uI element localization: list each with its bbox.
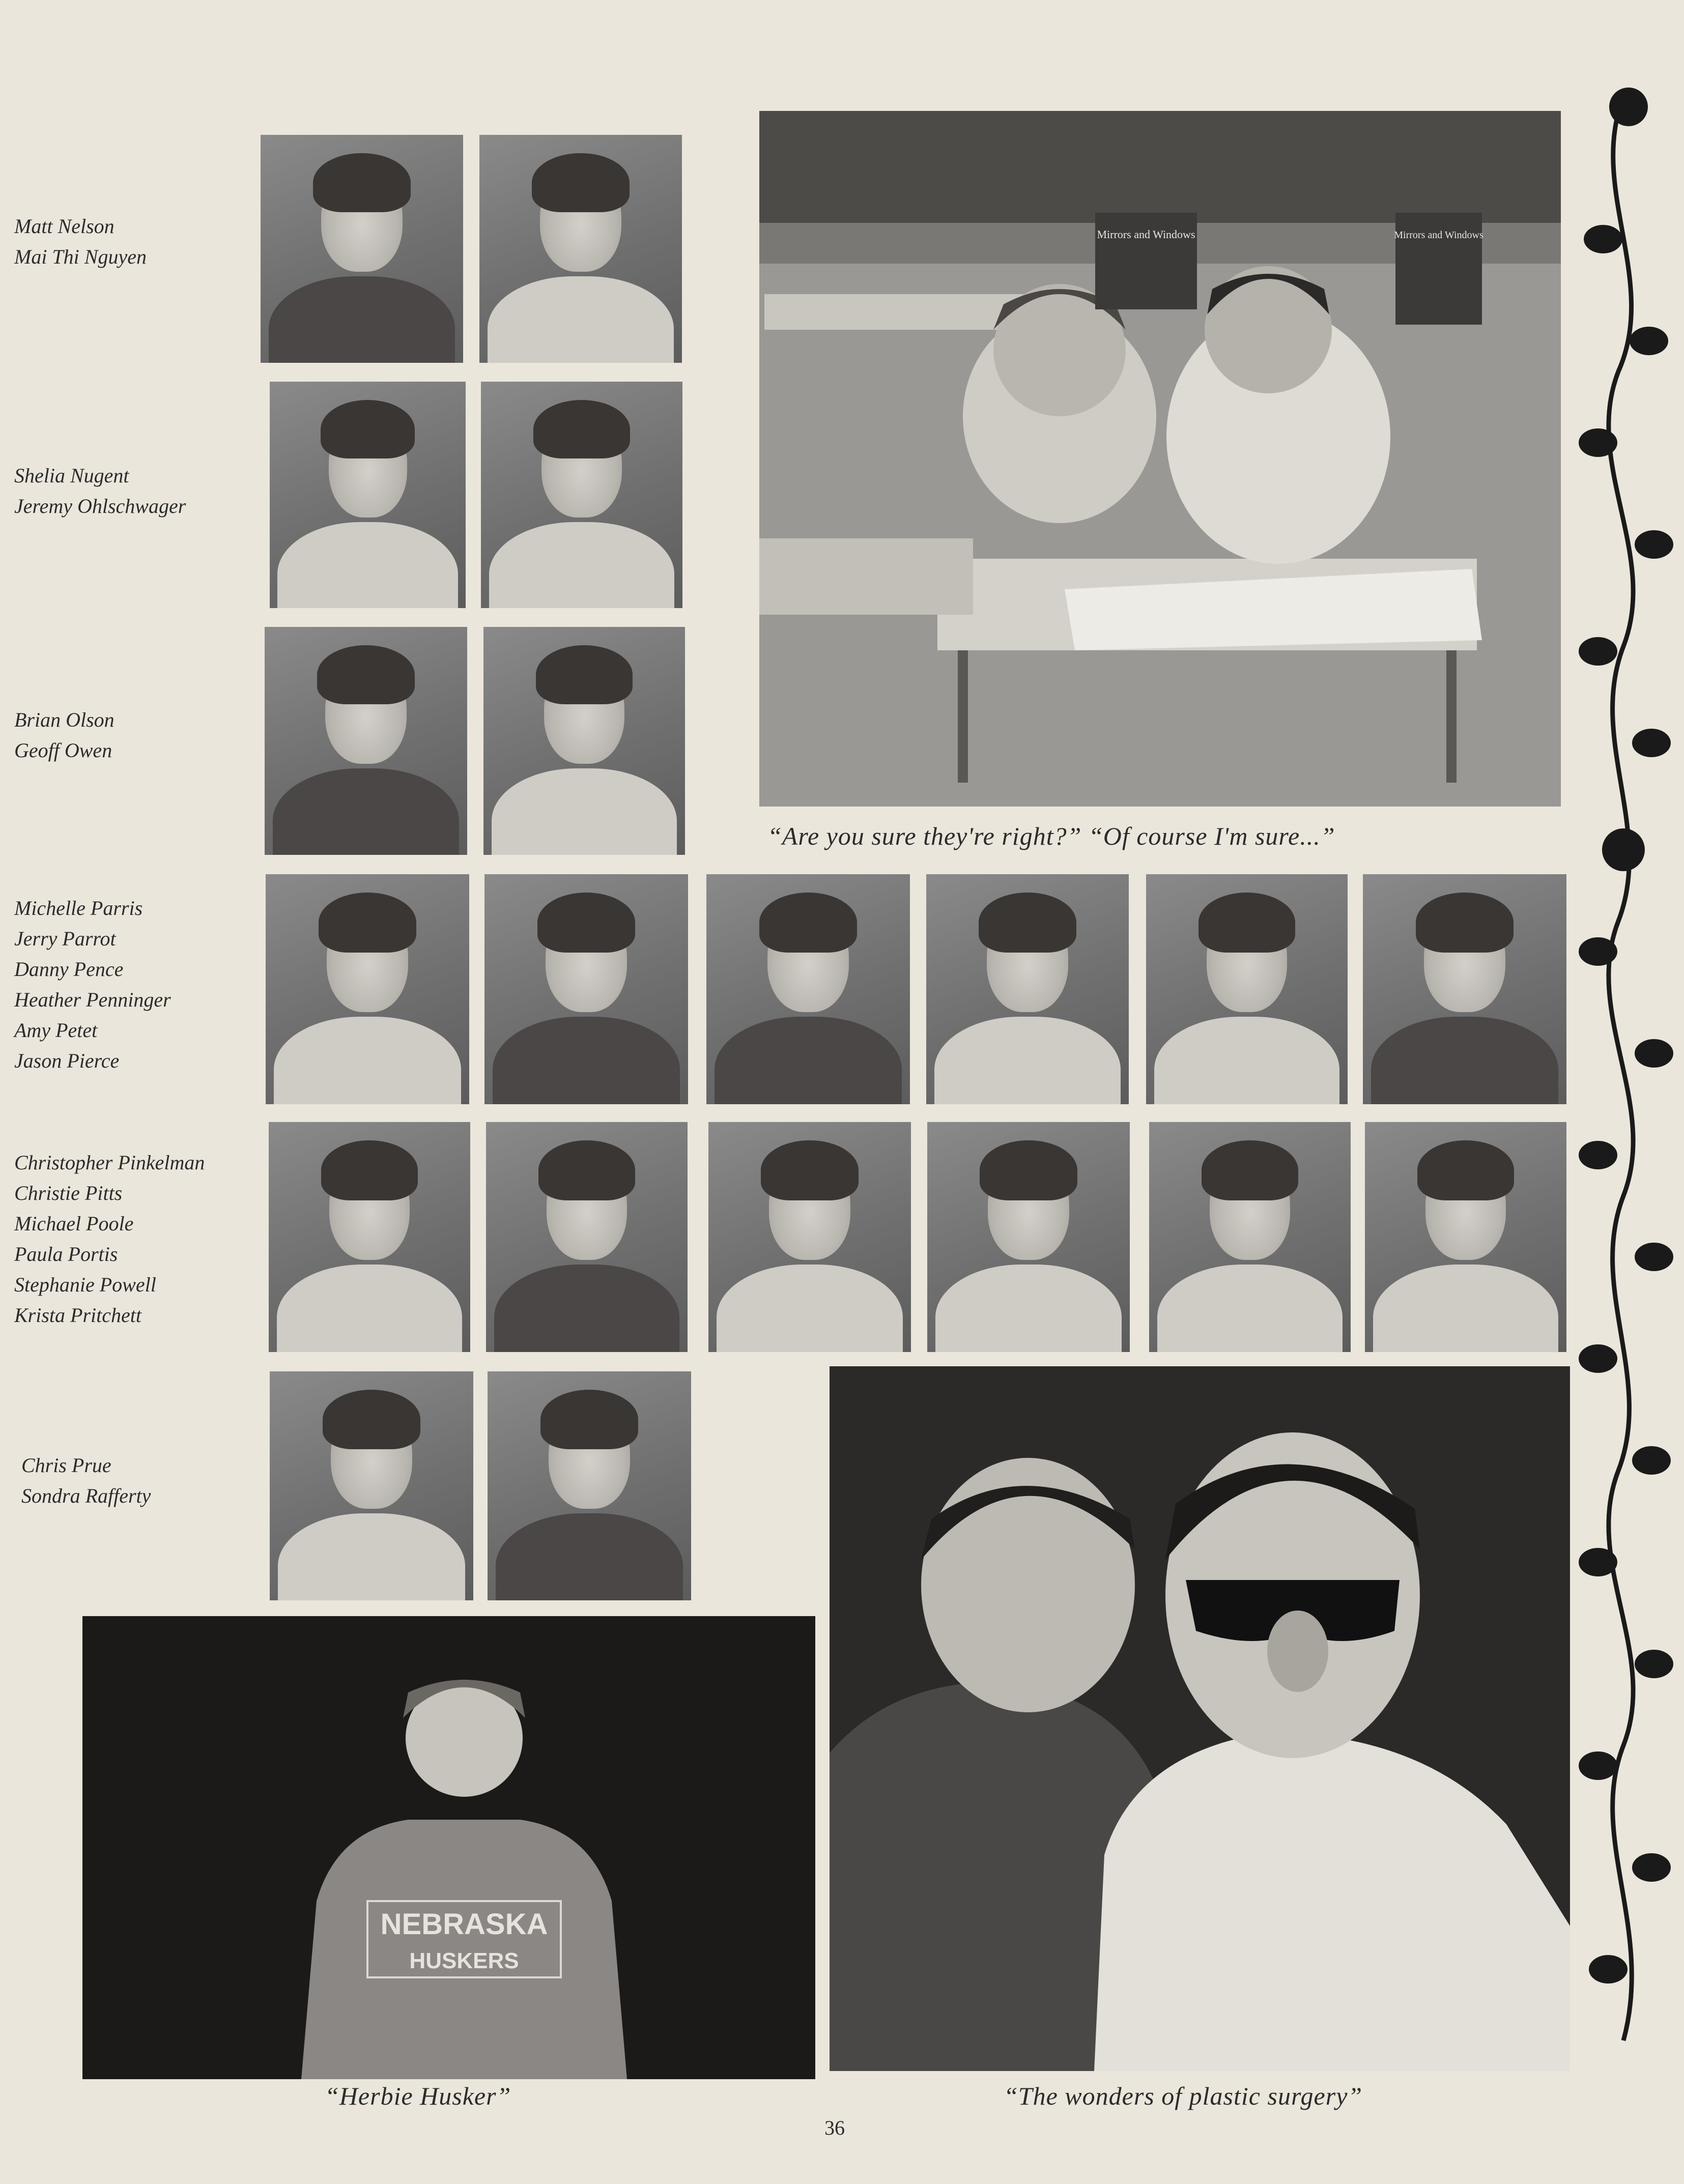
shirt-text: NEBRASKA [380, 1908, 548, 1941]
student-name: Jason Pierce [14, 1049, 120, 1072]
student-name: Matt Nelson [14, 215, 115, 238]
student-name: Mai Thi Nguyen [14, 245, 147, 268]
student-name: Amy Petet [14, 1019, 98, 1042]
student-name: Christie Pitts [14, 1182, 123, 1204]
portrait [261, 135, 463, 363]
caption-husker: “Herbie Husker” [325, 2082, 511, 2110]
portrait [266, 874, 469, 1104]
student-name: Heather Penninger [14, 988, 171, 1011]
caption-classroom: “Are you sure they're right?” “Of course I'm sure...” [767, 822, 1335, 850]
classroom-photo [759, 111, 1561, 807]
portrait [486, 1122, 688, 1352]
student-name: Danny Pence [14, 958, 124, 981]
portrait [484, 874, 688, 1104]
portrait [483, 627, 685, 855]
name-group-3 [14, 705, 115, 766]
student-name: Paula Portis [14, 1243, 118, 1266]
student-name: Shelia Nugent [14, 464, 129, 487]
portrait [1363, 874, 1566, 1104]
portrait [926, 874, 1129, 1104]
portrait [479, 135, 682, 363]
student-name: Jeremy Ohlschwager [14, 495, 186, 518]
page-number: 36 [824, 2116, 845, 2139]
classroom-scene [759, 111, 1561, 807]
surgery-scene [830, 1366, 1570, 2071]
vine-border-decoration [1567, 87, 1679, 2051]
portrait [706, 874, 910, 1104]
book-title: Mirrors and Windows [1394, 229, 1483, 241]
name-group-5 [14, 1147, 205, 1331]
student-name: Geoff Owen [14, 739, 112, 762]
portrait [270, 1371, 473, 1600]
portrait [269, 1122, 470, 1352]
portrait [265, 627, 467, 855]
surgery-photo [830, 1366, 1570, 2071]
portrait [1146, 874, 1348, 1104]
name-group-2 [14, 461, 186, 522]
student-name: Michelle Parris [14, 897, 143, 919]
student-name: Chris Prue [21, 1454, 111, 1477]
student-name: Michael Poole [14, 1212, 134, 1235]
portrait [488, 1371, 691, 1600]
portrait [927, 1122, 1130, 1352]
portrait [481, 382, 682, 608]
student-name: Stephanie Powell [14, 1273, 156, 1296]
shirt-text: HUSKERS [409, 1948, 519, 1973]
name-group-4 [14, 893, 171, 1076]
portrait [708, 1122, 911, 1352]
husker-scene [82, 1616, 815, 2079]
name-group-1 [14, 211, 147, 272]
portrait [1365, 1122, 1566, 1352]
caption-surgery: “The wonders of plastic surgery” [1004, 2082, 1363, 2110]
book-title: Mirrors and Windows [1097, 228, 1195, 241]
portrait [1149, 1122, 1351, 1352]
husker-photo [82, 1616, 815, 2079]
student-name: Jerry Parrot [14, 927, 116, 950]
student-name: Krista Pritchett [14, 1304, 141, 1327]
student-name: Brian Olson [14, 708, 115, 731]
student-name: Sondra Rafferty [21, 1484, 151, 1507]
portrait [270, 382, 466, 608]
name-group-6 [21, 1450, 151, 1511]
student-name: Christopher Pinkelman [14, 1151, 205, 1174]
